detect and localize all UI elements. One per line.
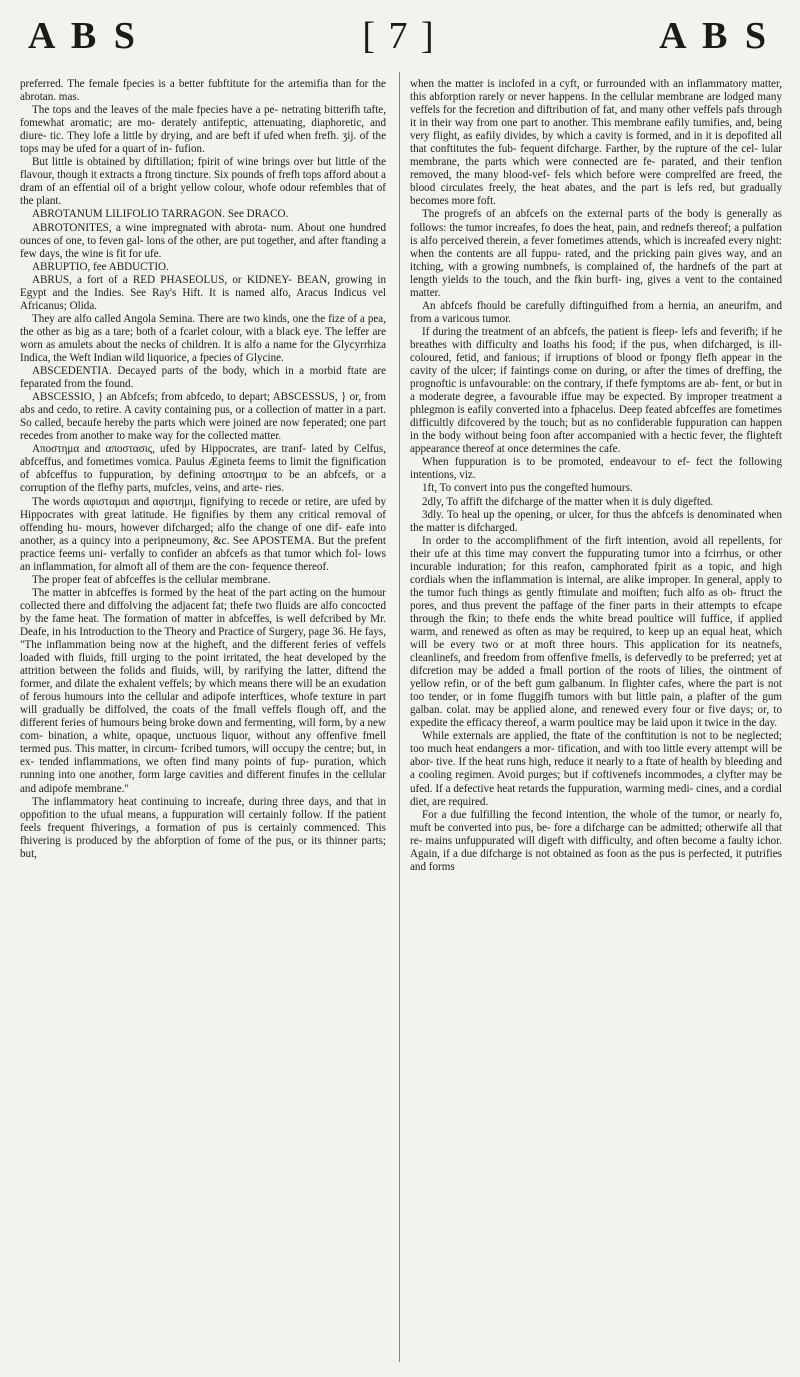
paragraph: 1ft, To convert into pus the congefted humours. [422, 482, 633, 495]
header-right: A B S [659, 15, 770, 57]
paragraph: The tops and the leaves of the male fpecies have a pe- netrating bitterifh tafte, fomewhat aromatic; are mo- derately antifeptic, attenuating, diaphoretic, and diure- tic. They lofe a little by drying, and are beft if ufed when frefh. ʒij. of the tops may be ufed for a quart of in- fufion. [20, 104, 386, 156]
paragraph: 3dly. To heal up the opening, or ulcer, for thus the abfcefs is denominated when the matter is difcharged. [410, 508, 782, 534]
paragraph: The matter in abfceffes is formed by the heat of the part acting on the humour collected there and diffolving the adjacent fat; thefe two fluids are alfo concocted by the fame heat. The formation of matter in abfceffes, is well defcribed by Mr. Deafe, in his Introduction to the Theory and Practice of Surgery, page 36. He fays, "The inflammation being now at the higheft, and the different feries of veffels loaded with fluids, ftill urging to the point irritated, the heat developed by the attrition between the folids and fluids, will, by rarifying the latter, diftend the former, and dilate the exhalent veffels; by which means there will be an exudation of ferous humours into the cellular and adipofe interftices, whofe texture in part will gradually be diffolved, the coats of the fmall veffels flough off, and the different feries of humours being broke down and fermenting, will form, by a new com- bination, a white, opaque, unctuous liquor, without any offenfive fmell termed pus. This matter, in circum- fcribed tumors, will occupy the centre; but, in ex- tended inflammations, we often find many points of fup- puration, which running into one another, form large cavities and different finufes in the cellular and adipofe membrane." [20, 586, 386, 795]
paragraph: The inflammatory heat continuing to increafe, during three days, and that in oppofition to the ufual means, a fuppuration will certainly follow. If the patient feels frequent fhiverings, a formation of pus is certainly commenced. This fhivering is produced by the abforption of fome of the pus, or its thinner parts; but, [20, 795, 386, 860]
paragraph: While externals are applied, the ftate of the conftitution is not to be neglected; too much heat endangers a mor- tification, and with too little every attempt will be abor- tive. If the heat runs high, reduce it nearly to a ftate of health by bleeding and a cooling regimen. Avoid purges; but if coftivenefs incommodes, a clyfter may be ufed. If a defective heat retards the fuppuration, warming medi- cines, and a cordial diet, are required. [410, 730, 782, 808]
paragraph: The progrefs of an abfcefs on the external parts of the body is generally as follows: the tumor increafes, fo does the heat, pain, and rednefs thereof; a pulfation is alfo perceived therein, a fever fometimes attends, which is increafed every night: when the contents are all fuppu- rated, and the pricking pain gives way, and an itching, with a growing numbnefs, is complained of, the hardnefs of the part at length yields to the touch, and the fkin burft- ing, gives a vent to the contained matter. [410, 208, 782, 299]
paragraph: ABRUPTIO, fee ABDUCTIO. [32, 260, 169, 273]
left-column [20, 78, 386, 861]
paragraph: ABSCESSIO, } an Abfcefs; from abfcedo, to depart; ABSCESSUS, } or, from abs and cedo, to retire. A cavity containing pus, or a collection of matter in a part. So called, becaufe hereby the parts which were joined are now feperated; one part recedes from another to make way for the collected matter. [20, 391, 386, 443]
running-header [28, 14, 770, 64]
paragraph: An abfcefs fhould be carefully diftinguifhed from a hernia, an aneurifm, and from a varicous tumor. [410, 299, 782, 325]
paragraph: The words αφισταμαι and αφιστημι, fignifying to recede or retire, are ufed by Hippocrates with great latitude. He fignifies by them any critical removal of offending hu- mours, however difcharged; alfo the change of one dif- eafe into another, as a quincy into a peripneumony, &c. See APOSTEMA. But the prefent practice feems uni- verfally to confider an abfcefs as that tumor which fol- lows an inflammation, for almoft all of them are the con- fequence thereof. [20, 495, 386, 573]
paragraph: But little is obtained by diftillation; fpirit of wine brings over but little of the flavour, though it extracts a ftrong tincture. Six pounds of frefh tops afford about a dram of an effential oil of a bright yellow colour, whofe odour refembles that of the plant. [20, 156, 386, 208]
header-left: A B S [28, 15, 139, 57]
paragraph: Αποστημα and αποστασις, ufed by Hippocrates, are tranf- lated by Celfus, abfceffus, and fometimes vomica. Paulus Ægineta feems to limit the fignification of abfceffus to fuppuration, by defining αποστημα to be an abfcefs, or a corruption of the flefhy parts, mufcles, veins, and arte- ries. [20, 443, 386, 495]
paragraph: They are alfo called Angola Semina. There are two kinds, one the fize of a pea, the other as big as a tare; both of a fcarlet colour, with a black eye. The leffer are worn as amulets about the necks of children. It is alfo a name for the Glycyrrhiza Indica, the Weft Indian wild liquorice, a fpecies of Glycine. [20, 312, 386, 364]
paragraph: 2dly, To affift the difcharge of the matter when it is duly digefted. [422, 495, 714, 508]
paragraph: If during the treatment of an abfcefs, the patient is fleep- lefs and feverifh; if he breathes with difficulty and loaths his food; if the pus, when difcharged, is ill-coloured, fetid, and fanious; if irruptions of blood or fpongy flefh appear in the cavity of the ulcer; if faintings come on during, or after the times of dreffing, the prognoftic is unfavourable: on the contrary, if thefe fymptoms are ab- fent, or but in a moderate degree, a favourable iffue may be expected. By improper treatment a phlegmon is eafily converted into a fphacelus. Deep feated abfceffes are fometimes difficultly difcovered by the touch; but as no confiderable fuppuration can happen in the body without being foon after accompanied with a hectic fever, the flighteft appearance thereof at once determines the cafe. [410, 325, 782, 456]
paragraph: ABSCEDENTIA. Decayed parts of the body, which in a morbid ftate are feparated from the found. [20, 365, 386, 391]
paragraph: ABROTONITES, a wine impregnated with abrota- num. About one hundred ounces of one, to feven gal- lons of the other, are put together, and after ftanding a few days, the wine is fit for ufe. [20, 221, 386, 260]
page-number: [ 7 ] [362, 15, 436, 57]
paragraph: For a due fulfilling the fecond intention, the whole of the tumor, or nearly fo, muft be converted into pus, be- fore a difcharge can be admitted; otherwife all that re- mains unfuppurated will digeft with difficulty, and often become a faulty ichor. Again, if a due difcharge is not obtained as foon as the pus is perfected, it putrifies and forms [410, 808, 782, 873]
paragraph: when the matter is inclofed in a cyft, or furrounded with an inflammatory matter, this abforption rarely or never happens. In the cellular membrane are lodged many veffels for the fecretion and diftribution of fat, and many other veffels pafs through it in their way from one part to another. This membrane eafily tumifies, and, being very flight, as eafily divides, by which a cavity is formed, and in it is depofited all that conftitutes the fub- fequent difcharge. Farther, by the rupture of the cel- lular membrane, the parts which were connected are fe- parated, and their tenfion removed, the many blood-vef- fels which before were comprelfed are freed, the blood circulates freely, the heat abates, and the part is lefs red, but gradually becomes more foft. [410, 78, 782, 208]
paragraph: preferred. The female fpecies is a better fubftitute for the artemifia than for the abrotan. mas. [20, 78, 386, 104]
paragraph: ABRUS, a fort of a RED PHASEOLUS, or KIDNEY- BEAN, growing in Egypt and the Indies. See Ray's Hift. It is named alfo, Aracus Indicus vel Africanus; Olida. [20, 273, 386, 312]
paragraph: In order to the accomplifhment of the firft intention, avoid all repellents, for their ufe at this time may convert the fuppurating tumor into a fcirrhus, or other incurable induration; for this reafon, camphorated fpirit as a topic, and high cordials when the inflammation is internal, are alike improper. In general, apply to the tumor fuch things as gently ftimulate and moiften; fuch alfo as ob- ftruct the pores, and thus prevent the paffage of the finer parts in their attempts to efcape through the fkin; to thefe ends the white bread poultice will fuffice, if applied warm, and renewed as often as may be required, to keep up an equal heat, which will be every two or at moft three hours. This application for its neatnefs, cleanlinefs, and freedom from offenfive fmells, is defervedly to be preferred; yet at difcretion may be added a fmall portion of the roots of lilies, the ointment of yellow refin, or of the beft gum galbanum. In flighter cafes, where the part is not too tender, or in fome fluggifh tumors with but little pain, a plafter of the gum galban. colat. may be applied alone, and renewed every four or five days; or, to expedite the efficacy thereof, a warm poultice may be laid upon it twice in the day. [410, 534, 782, 730]
right-column [410, 78, 782, 874]
paragraph: When fuppuration is to be promoted, endeavour to ef- fect the following intentions, viz. [410, 456, 782, 482]
paragraph: ABROTANUM LILIFOLIO TARRAGON. See DRACO. [32, 208, 289, 221]
column-divider [399, 72, 400, 1362]
paragraph: The proper feat of abfceffes is the cellular membrane. [32, 573, 271, 586]
